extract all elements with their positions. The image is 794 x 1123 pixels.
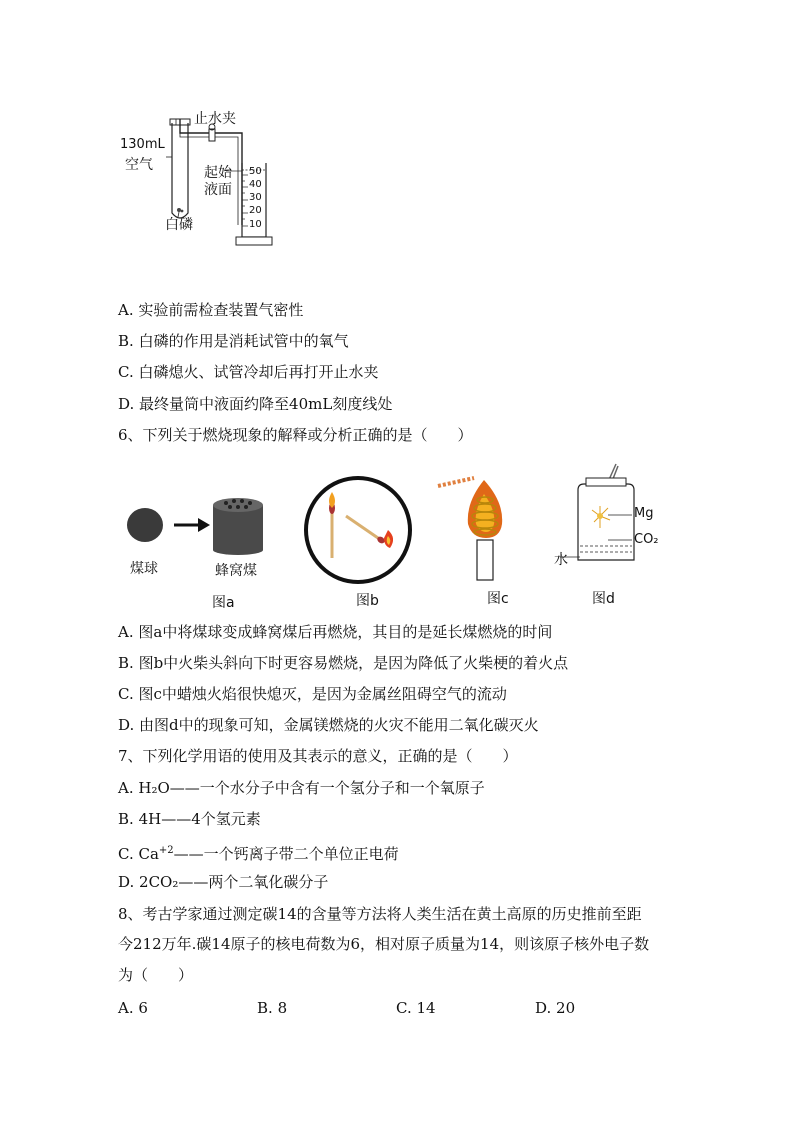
- circle-frame: [306, 478, 410, 582]
- label-coal-ball: 煤球: [130, 561, 158, 577]
- q5-option-c: C. 白磷熄火、试管冷却后再打开止水夹: [118, 363, 379, 381]
- q8-stem-line-1: 8、考古学家通过测定碳14的含量等方法将人类生活在黄土高原的历史推前至距: [118, 905, 642, 923]
- label-air: 空气: [125, 157, 153, 173]
- figure-d: [552, 460, 672, 575]
- q8-option-d: D. 20: [535, 999, 576, 1017]
- label-start-2: 液面: [204, 182, 232, 198]
- honeycomb-coal: [213, 498, 263, 555]
- q5-option-a: A. 实验前需检查装置气密性: [118, 301, 304, 319]
- q7-option-c: C. $Ca^{+2}——$一个钙离子带二个单位正电荷: [118, 845, 399, 863]
- q6-option-a: A. 图a中将煤球变成蜂窝煤后再燃烧，其目的是延长煤燃烧的时间: [118, 623, 553, 641]
- caption-fig-b: 图b: [356, 593, 379, 609]
- metal-wire-handle: [438, 478, 474, 486]
- q5-option-b: B. 白磷的作用是消耗试管中的氧气: [118, 332, 349, 350]
- phosphorus-mark: [177, 208, 181, 212]
- label-phosphorus: 白磷: [165, 217, 193, 233]
- label-air-volume: 130mL: [120, 137, 165, 152]
- caption-fig-c: 图c: [487, 591, 509, 607]
- label-co2: CO₂: [634, 532, 659, 547]
- water-clamp: [209, 129, 215, 141]
- q7-option-a: A. H₂O——一个水分子中含有一个氢分子和一个氧原子: [118, 779, 485, 797]
- q8-option-b: B. 8: [257, 999, 288, 1017]
- tick-label-10: 10: [249, 219, 262, 230]
- q8-stem-line-3: 为（ ）: [118, 966, 194, 984]
- q8-option-a: A. 6: [118, 999, 148, 1017]
- figure-c: [432, 472, 528, 584]
- figure-a: [118, 490, 278, 560]
- label-honeycomb-coal: 蜂窝煤: [215, 563, 257, 579]
- label-mg: Mg: [634, 506, 654, 521]
- tick-label-40: 40: [249, 179, 262, 190]
- tick-label-20: 20: [249, 205, 262, 216]
- q7-stem: 7、下列化学用语的使用及其表示的意义，正确的是（ ）: [118, 747, 518, 765]
- caption-fig-a: 图a: [212, 595, 235, 611]
- label-water: 水: [554, 552, 568, 568]
- q8-stem-line-2: 今212万年.碳14原子的核电荷数为6，相对原子质量为14，则该原子核外电子数: [118, 935, 650, 953]
- q5-option-d: D. 最终量筒中液面约降至40mL刻度线处: [118, 395, 393, 413]
- q8-option-c: C. 14: [396, 999, 436, 1017]
- label-clamp: 止水夹: [194, 111, 236, 127]
- coal-ball: [127, 508, 163, 542]
- tick-label-50: 50: [249, 166, 262, 177]
- gas-jar: [578, 484, 634, 560]
- q6-option-c: C. 图c中蜡烛火焰很快熄灭，是因为金属丝阻碍空气的流动: [118, 685, 507, 703]
- arrow-icon: [198, 518, 210, 532]
- figure-b: [302, 474, 414, 586]
- label-start-1: 起始: [204, 165, 232, 181]
- q7-option-d: D. 2CO₂——两个二氧化碳分子: [118, 873, 329, 891]
- q7-option-b: B. 4H——4个氢元素: [118, 810, 261, 828]
- q6-stem: 6、下列关于燃烧现象的解释或分析正确的是（ ）: [118, 426, 473, 444]
- candle: [477, 540, 493, 580]
- q6-option-b: B. 图b中火柴头斜向下时更容易燃烧，是因为降低了火柴梗的着火点: [118, 654, 569, 672]
- q6-option-d: D. 由图d中的现象可知，金属镁燃烧的火灾不能用二氧化碳灭火: [118, 716, 539, 734]
- tick-label-30: 30: [249, 192, 262, 203]
- caption-fig-d: 图d: [592, 591, 615, 607]
